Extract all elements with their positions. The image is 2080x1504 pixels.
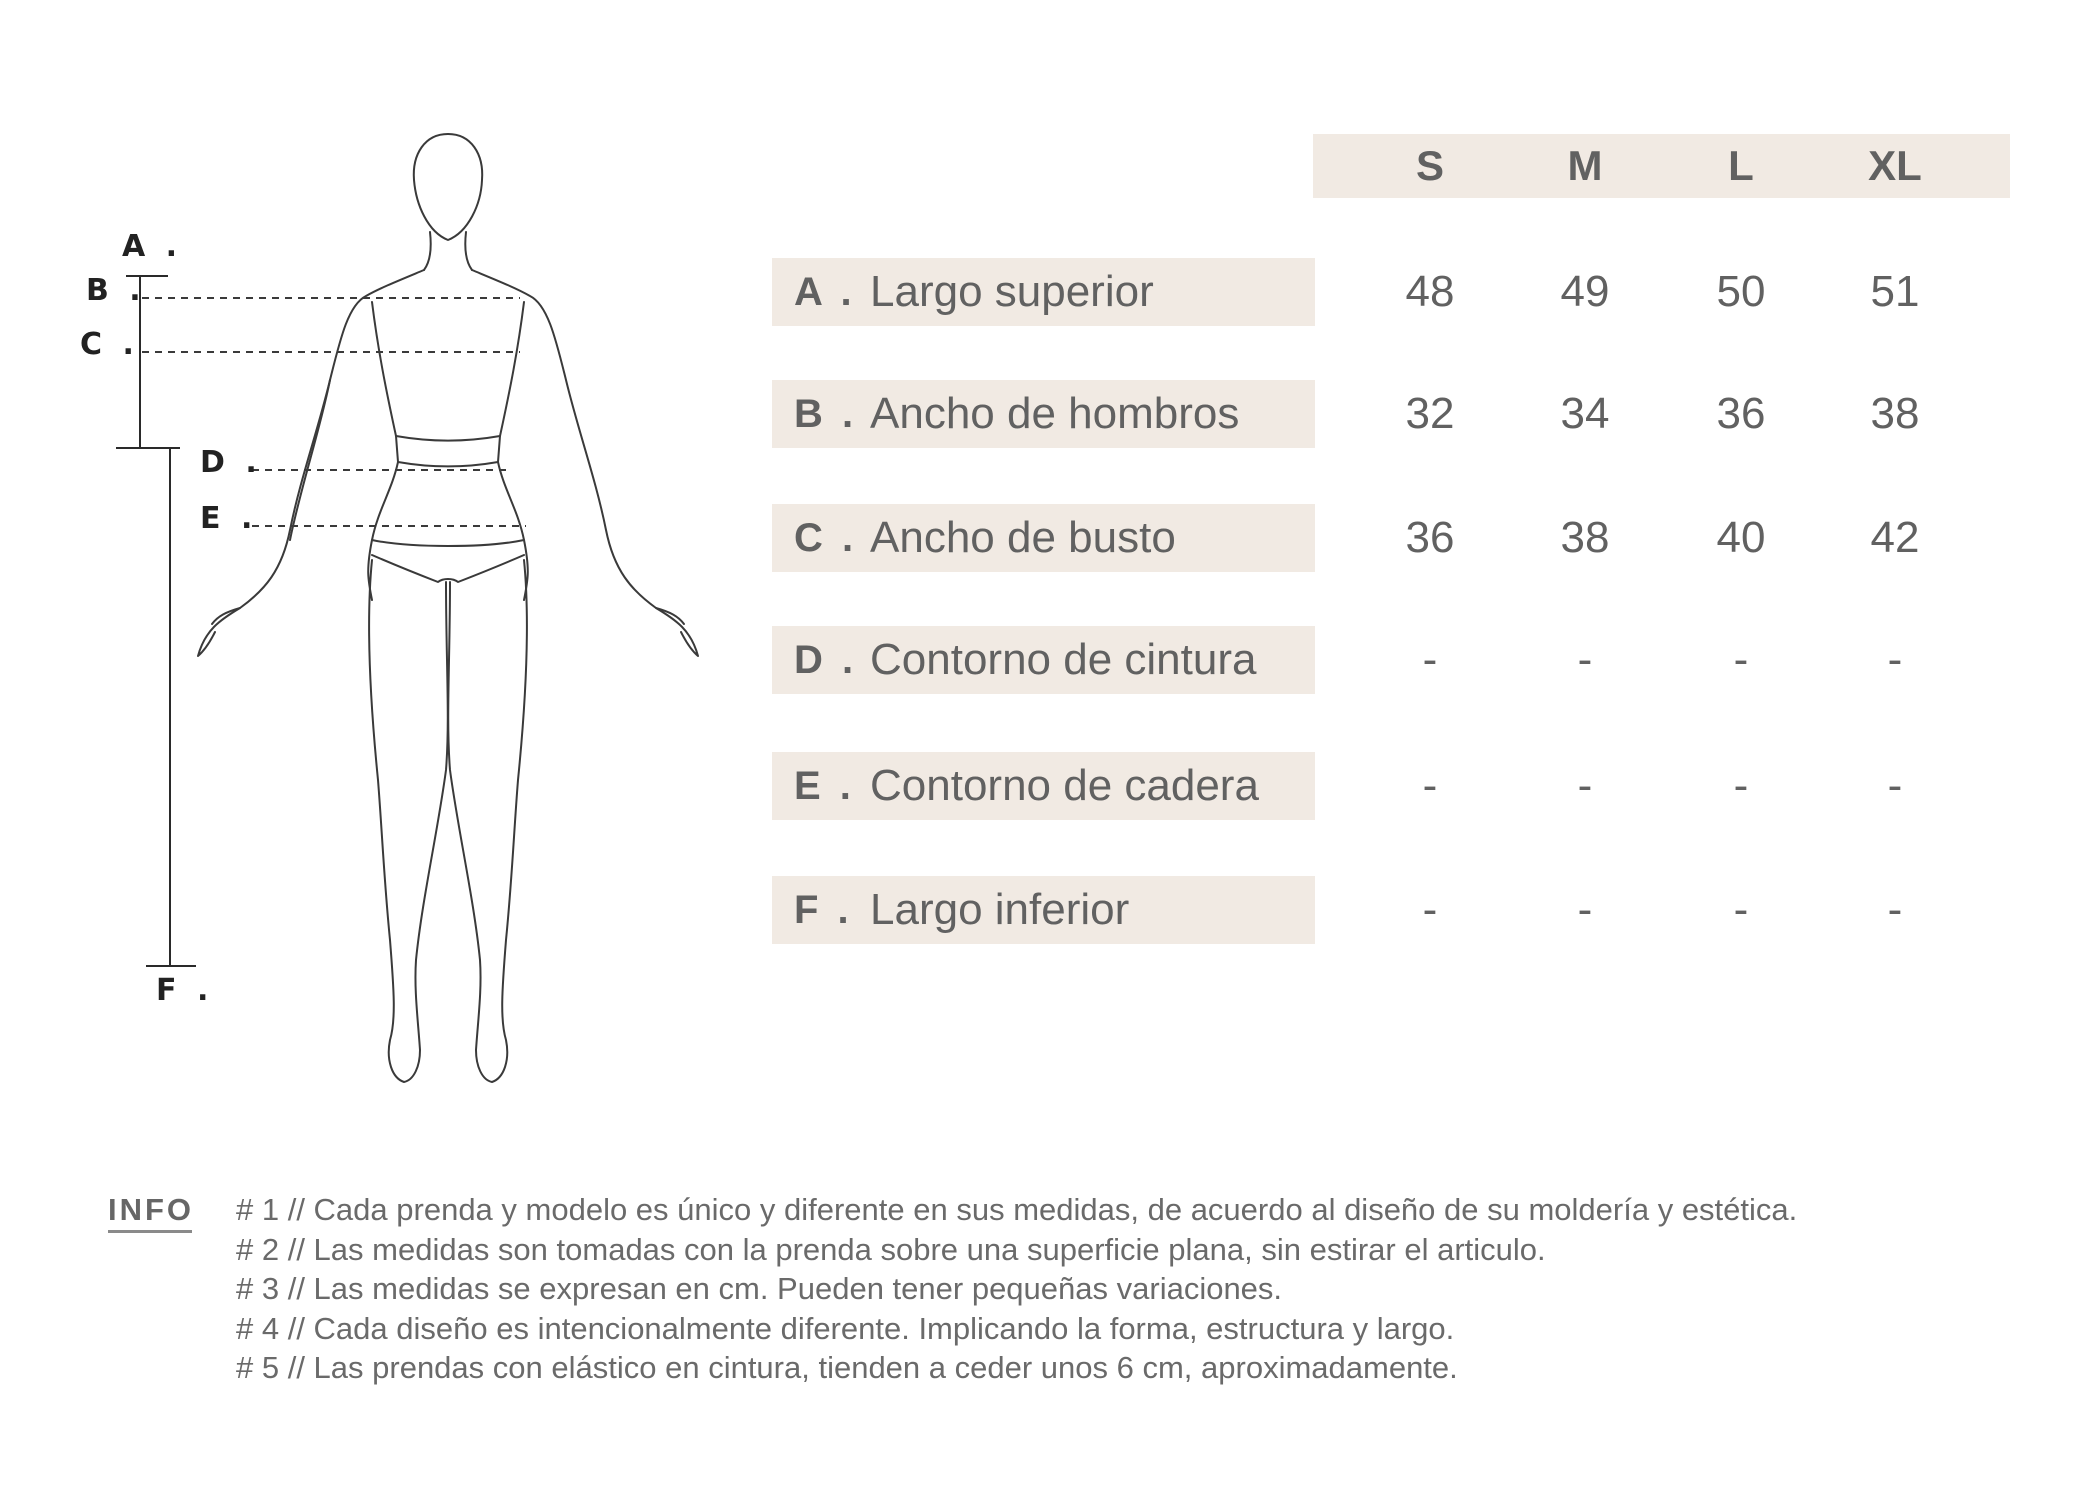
row-text: Largo inferior <box>870 885 1130 934</box>
value-cell: - <box>1887 885 1903 934</box>
value-cell: - <box>1887 635 1903 684</box>
value-cell: 36 <box>1716 389 1766 438</box>
row-letter: B . <box>794 392 858 436</box>
value-cell: 40 <box>1716 513 1766 562</box>
body-measurement-diagram <box>0 0 720 1100</box>
row-letter: A . <box>794 270 856 314</box>
info-label: INFO <box>108 1192 195 1227</box>
row-text: Largo superior <box>870 267 1154 316</box>
mannequin-illustration <box>0 0 720 1100</box>
value-cell: - <box>1577 635 1593 684</box>
row-label-b <box>772 380 1315 448</box>
info-note-4: # 4 // Cada diseño es intencionalmente diferente. Implicando la forma, estructura y largo. <box>236 1310 1455 1346</box>
value-cell: - <box>1733 635 1749 684</box>
value-cell: 36 <box>1405 513 1455 562</box>
size-m: M <box>1567 142 1603 189</box>
row-label-a <box>772 258 1315 326</box>
value-cell: 42 <box>1870 513 1920 562</box>
size-header-bar <box>1313 134 2010 198</box>
value-cell: 51 <box>1870 267 1920 316</box>
info-note-3: # 3 // Las medidas se expresan en cm. Pueden tener pequeñas variaciones. <box>236 1271 1283 1306</box>
info-note-1: # 1 // Cada prenda y modelo es único y diferente en sus medidas, de acuerdo al diseño de su moldería y estética. <box>236 1192 1798 1227</box>
row-letter: C . <box>794 516 858 560</box>
row-label-e <box>772 752 1315 820</box>
row-label-c <box>772 504 1315 572</box>
row-text: Contorno de cadera <box>870 761 1259 810</box>
info-notes <box>236 1190 1797 1388</box>
row-letter: D . <box>794 638 858 682</box>
row-letter: F . <box>794 888 853 932</box>
measure-label-e: E . <box>200 501 258 536</box>
row-letter: E . <box>794 764 855 808</box>
measure-label-c: C . <box>80 327 139 362</box>
size-s: S <box>1415 142 1444 189</box>
value-cell: - <box>1733 885 1749 934</box>
row-text: Ancho de busto <box>870 513 1176 562</box>
value-cell: - <box>1577 761 1593 810</box>
row-text: Ancho de hombros <box>870 389 1240 438</box>
row-label-d <box>772 626 1315 694</box>
value-cell: 50 <box>1716 267 1766 316</box>
value-cell: - <box>1422 761 1438 810</box>
value-cell: 49 <box>1560 267 1610 316</box>
measure-label-f: F . <box>156 973 214 1008</box>
info-underline <box>108 1230 192 1233</box>
row-label-f <box>772 876 1315 944</box>
value-cell: 48 <box>1405 267 1455 316</box>
value-cell: 38 <box>1560 513 1610 562</box>
value-cell: 32 <box>1405 389 1455 438</box>
info-note-2: # 2 // Las medidas son tomadas con la prenda sobre una superficie plana, sin estirar el articulo. <box>236 1231 1546 1267</box>
size-l: L <box>1728 142 1754 189</box>
info-note-5: # 5 // Las prendas con elástico en cintura, tienden a ceder unos 6 cm, aproximadamente. <box>236 1350 1458 1385</box>
size-xl: XL <box>1868 142 1922 189</box>
value-cell: 38 <box>1870 389 1920 438</box>
value-cell: - <box>1422 885 1438 934</box>
row-text: Contorno de cintura <box>870 635 1257 684</box>
value-cell: - <box>1887 761 1903 810</box>
measure-label-b: B . <box>86 273 146 308</box>
value-cell: - <box>1733 761 1749 810</box>
value-cell: - <box>1422 635 1438 684</box>
measure-label-a: A . <box>122 229 183 264</box>
value-cell: 34 <box>1560 389 1610 438</box>
measure-label-d: D . <box>200 445 262 480</box>
value-cell: - <box>1577 885 1593 934</box>
